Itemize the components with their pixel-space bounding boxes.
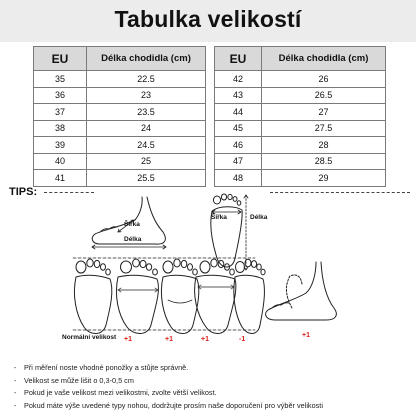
foot-length: 28.5 <box>262 153 386 170</box>
foot-narrow-icon <box>234 259 265 333</box>
label-length-top: Délka <box>250 214 268 221</box>
note-item: - Pokud je vaše velikost mezi velikostmi, zvolte větší velikost. <box>14 387 323 400</box>
header-eu: EU <box>34 47 87 71</box>
label-length-side: Délka <box>124 236 142 243</box>
foot-length: 28 <box>262 137 386 154</box>
label-width-side: Šířka <box>124 221 140 228</box>
foot-top-view-icon <box>211 194 242 267</box>
eu-size: 42 <box>215 71 262 88</box>
eu-size: 47 <box>215 153 262 170</box>
foot-wide-icon <box>116 259 158 334</box>
eu-size: 43 <box>215 87 262 104</box>
eu-size: 46 <box>215 137 262 154</box>
foot-length: 26.5 <box>262 87 386 104</box>
note-item: - Velikost se může lišit o 0,3-0,5 cm <box>14 375 323 388</box>
header-eu: EU <box>215 47 262 71</box>
tips-notes <box>14 362 323 412</box>
foot-length: 22.5 <box>87 71 206 88</box>
label-width-top: Šířka <box>211 214 227 221</box>
foot-length: 26 <box>262 71 386 88</box>
foot-length: 25.5 <box>87 170 206 187</box>
adjustment-narrow: -1 <box>239 336 246 343</box>
foot-wide-forefoot-icon <box>195 259 236 334</box>
eu-size: 35 <box>34 71 87 88</box>
note-item: - Pokud máte výše uvedené typy nohou, dodržujte prosím naše doporučení pro výběr velikosti <box>14 400 323 413</box>
label-normal-size: Normální velikost <box>62 334 117 341</box>
foot-length: 24.5 <box>87 137 206 154</box>
eu-size: 37 <box>34 104 87 121</box>
foot-length: 23 <box>87 87 206 104</box>
foot-length: 25 <box>87 153 206 170</box>
adjustment-wide-forefoot: +1 <box>201 336 209 343</box>
header-foot-length: Délka chodidla (cm) <box>262 47 386 71</box>
foot-length: 24 <box>87 120 206 137</box>
page-title: Tabulka velikostí <box>114 6 302 32</box>
foot-normal-icon <box>74 259 111 334</box>
tips-heading: TIPS: <box>9 186 38 198</box>
foot-length: 23.5 <box>87 104 206 121</box>
foot-length: 27 <box>262 104 386 121</box>
eu-size: 38 <box>34 120 87 137</box>
header-foot-length: Délka chodidla (cm) <box>87 47 206 71</box>
adjustment-wide: +1 <box>124 336 132 343</box>
eu-size: 44 <box>215 104 262 121</box>
adjustment-high-instep: +1 <box>165 336 173 343</box>
foot-high-arch-side-icon <box>266 262 337 320</box>
eu-size: 48 <box>215 170 262 187</box>
foot-high-instep-icon <box>161 259 198 334</box>
foot-length: 29 <box>262 170 386 187</box>
eu-size: 40 <box>34 153 87 170</box>
eu-size: 36 <box>34 87 87 104</box>
foot-length: 27.5 <box>262 120 386 137</box>
eu-size: 41 <box>34 170 87 187</box>
eu-size: 45 <box>215 120 262 137</box>
note-item: - Při měření noste vhodné ponožky a stůjte správně. <box>14 362 323 375</box>
adjustment-high-arch: +1 <box>302 332 310 339</box>
eu-size: 39 <box>34 137 87 154</box>
